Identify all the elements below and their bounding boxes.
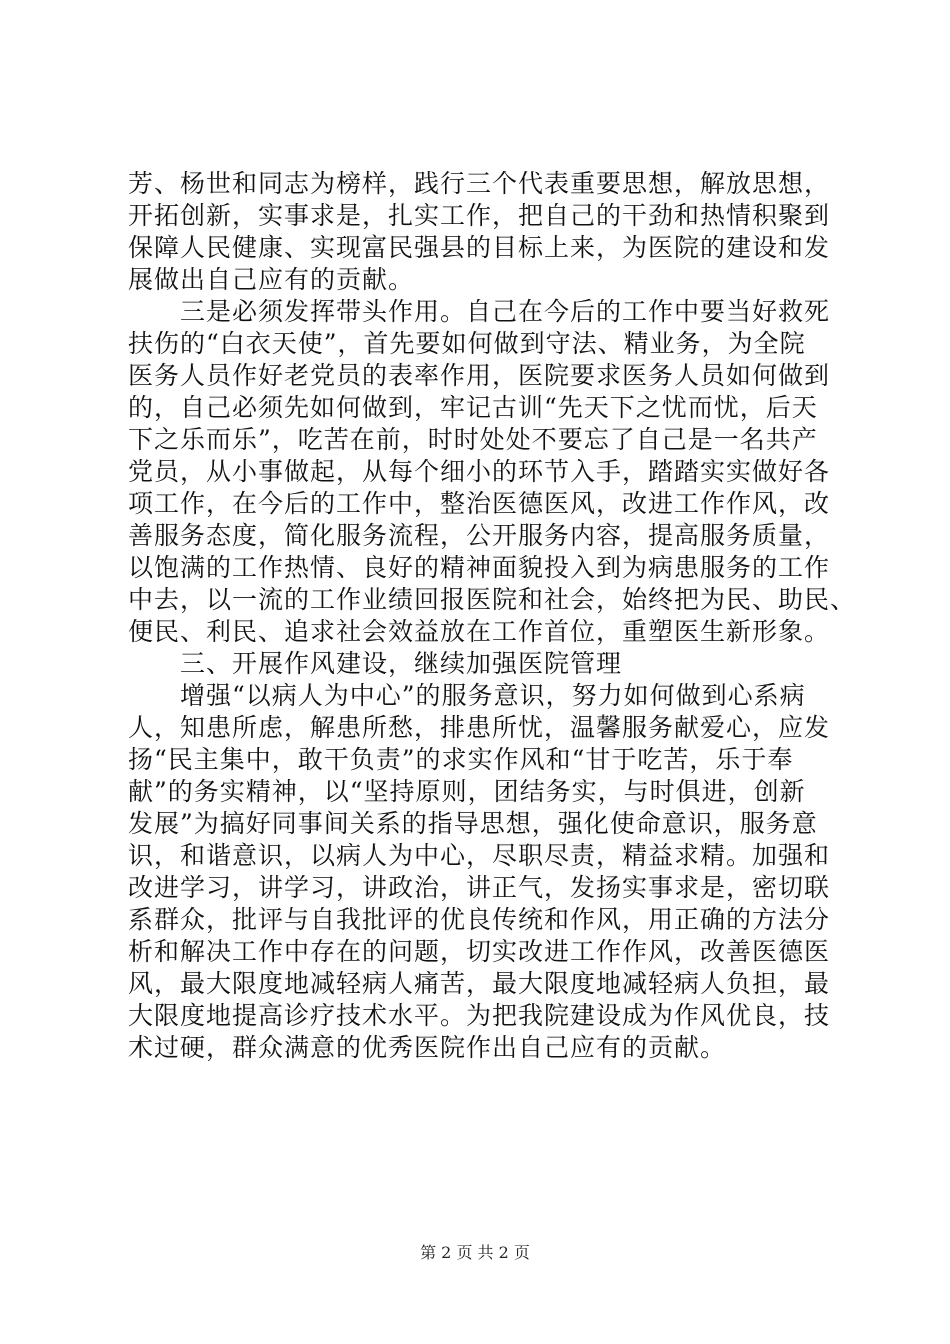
section-heading: 三、开展作风建设，继续加强医院管理 [128, 649, 623, 678]
text-line: 识，和谐意识，以病人为中心，尽职尽责，精益求精。加强和 [128, 841, 831, 870]
text-line: 析和解决工作中存在的问题，切实改进工作作风，改善医德医 [128, 937, 831, 966]
text-line: 人，知患所虑，解患所愁，排患所忧，温馨服务献爱心，应发 [128, 713, 831, 742]
document-body [128, 168, 857, 1064]
text-line: 以饱满的工作热情、良好的精神面貌投入到为病患服务的工作 [128, 553, 831, 582]
text-line: 保障人民健康、实现富民强县的目标上来，为医院的建设和发 [128, 233, 831, 262]
page-footer: 第 2 页 共 2 页 [420, 1243, 530, 1262]
text-line: 芳、杨世和同志为榜样，践行三个代表重要思想，解放思想， [128, 169, 831, 198]
text-line: 项工作，在今后的工作中，整治医德医风，改进工作作风，改 [128, 489, 831, 518]
text-line: 开拓创新，实事求是，扎实工作，把自己的干劲和热情积聚到 [128, 201, 831, 230]
text-line: 风，最大限度地减轻病人痛苦，最大限度地减轻病人负担，最 [128, 969, 831, 998]
text-line: 改进学习，讲学习，讲政治，讲正气，发扬实事求是，密切联 [128, 873, 831, 902]
text-line: 术过硬，群众满意的优秀医院作出自己应有的贡献。 [128, 1033, 727, 1062]
text-line: 扶伤的“白衣天使”，首先要如何做到守法、精业务，为全院 [128, 329, 806, 358]
text-line: 增强“以病人为中心”的服务意识，努力如何做到心系病 [128, 681, 806, 710]
text-line: 系群众，批评与自我批评的优良传统和作风，用正确的方法分 [128, 905, 831, 934]
text-line: 发展”为搞好同事间关系的指导思想，强化使命意识，服务意 [128, 809, 818, 838]
text-line: 献”的务实精神，以“坚持原则，团结务实，与时俱进，创新 [128, 777, 806, 806]
text-line: 大限度地提高诊疗技术水平。为把我院建设成为作风优良，技 [128, 1001, 831, 1030]
text-line: 中去，以一流的工作业绩回报医院和社会，始终把为民、助民、 [128, 585, 857, 614]
text-line: 党员，从小事做起，从每个细小的环节入手，踏踏实实做好各 [128, 457, 831, 486]
text-line: 善服务态度，简化服务流程，公开服务内容，提高服务质量， [128, 521, 831, 550]
text-line: 三是必须发挥带头作用。自己在今后的工作中要当好救死 [128, 297, 831, 326]
text-line: 便民、利民、追求社会效益放在工作首位，重塑医生新形象。 [128, 617, 831, 646]
text-line: 扬“民主集中，敢干负责”的求实作风和“甘于吃苦，乐于奉 [128, 745, 794, 774]
text-line: 下之乐而乐”，吃苦在前，时时处处不要忘了自己是一名共产 [128, 425, 818, 454]
text-line: 医务人员作好老党员的表率作用，医院要求医务人员如何做到 [128, 361, 831, 390]
text-line: 的，自己必须先如何做到，牢记古训“先天下之忧而忧，后天 [128, 393, 818, 422]
text-line: 展做出自己应有的贡献。 [128, 265, 415, 294]
